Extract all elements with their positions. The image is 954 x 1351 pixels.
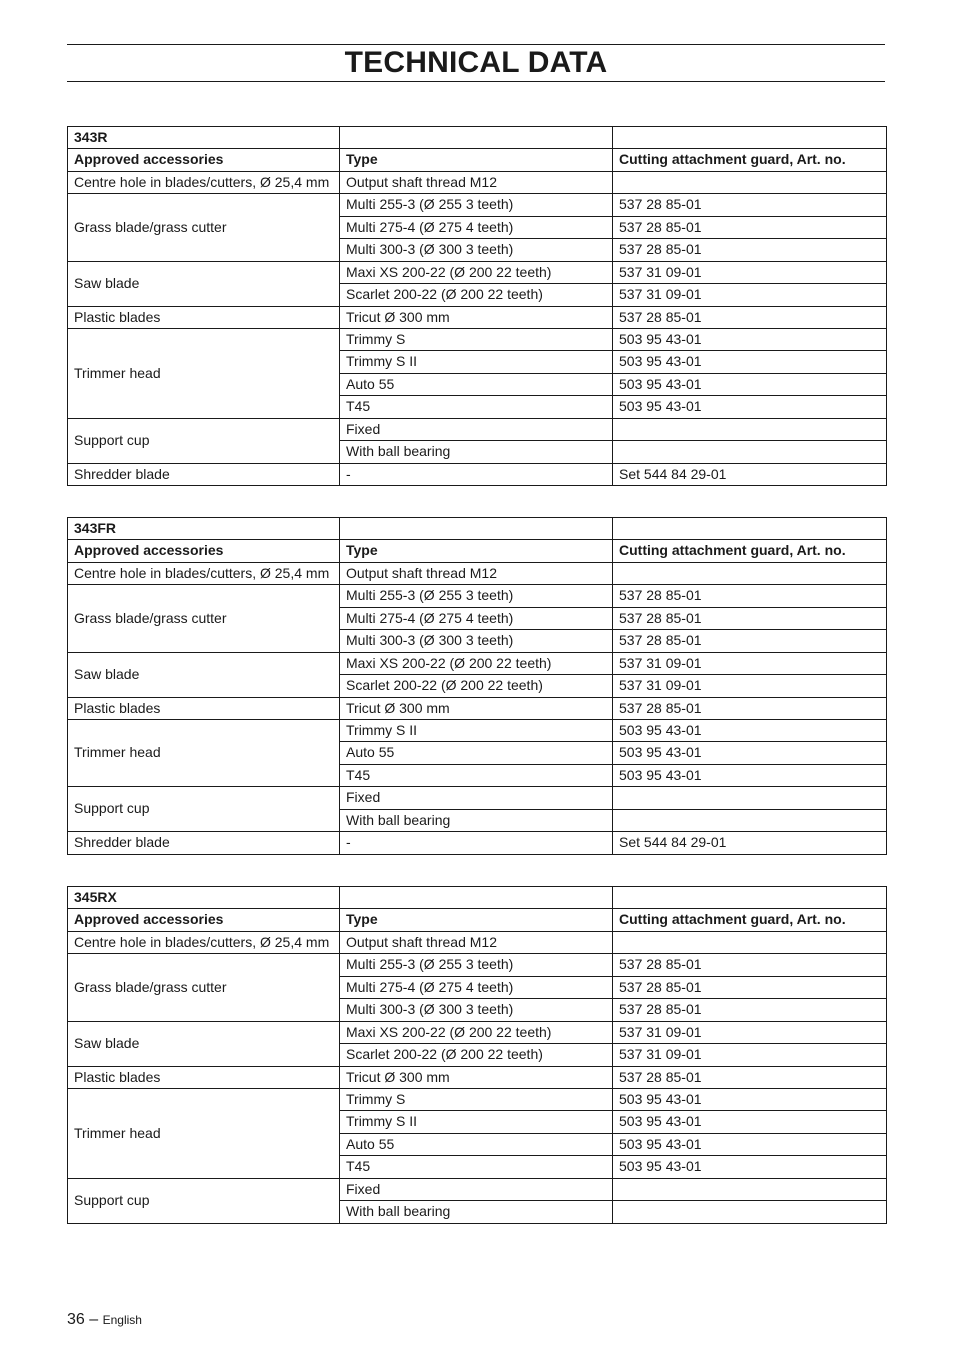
guard-cell (613, 418, 887, 440)
guard-cell: 503 95 43-01 (613, 719, 887, 741)
type-cell: Multi 300-3 (Ø 300 3 teeth) (340, 999, 613, 1021)
guard-cell: 537 28 85-01 (613, 954, 887, 976)
type-cell: Scarlet 200-22 (Ø 200 22 teeth) (340, 675, 613, 697)
type-cell: - (340, 832, 613, 854)
model-name: 343R (68, 127, 340, 149)
type-cell: Trimmy S II (340, 351, 613, 373)
accessory-cell: Support cup (68, 787, 340, 832)
accessory-cell: Centre hole in blades/cutters, Ø 25,4 mm (68, 562, 340, 584)
header-row (68, 149, 887, 171)
type-cell: Multi 255-3 (Ø 255 3 teeth) (340, 585, 613, 607)
type-cell: Multi 255-3 (Ø 255 3 teeth) (340, 954, 613, 976)
guard-cell: 537 31 09-01 (613, 1044, 887, 1066)
accessory-cell: Support cup (68, 418, 340, 463)
type-cell: - (340, 463, 613, 485)
table-row (68, 787, 887, 809)
header-row (68, 540, 887, 562)
table-row (68, 562, 887, 584)
accessory-cell: Centre hole in blades/cutters, Ø 25,4 mm (68, 931, 340, 953)
guard-cell: 503 95 43-01 (613, 1088, 887, 1110)
header-row (68, 909, 887, 931)
guard-cell: 503 95 43-01 (613, 764, 887, 786)
guard-cell: 503 95 43-01 (613, 1111, 887, 1133)
guard-cell: 537 28 85-01 (613, 1066, 887, 1088)
accessory-cell: Grass blade/grass cutter (68, 585, 340, 652)
accessory-cell: Grass blade/grass cutter (68, 954, 340, 1021)
type-cell: Trimmy S (340, 328, 613, 350)
type-cell: Fixed (340, 1178, 613, 1200)
type-cell: Multi 275-4 (Ø 275 4 teeth) (340, 976, 613, 998)
model-name: 345RX (68, 887, 340, 909)
type-cell: Multi 255-3 (Ø 255 3 teeth) (340, 194, 613, 216)
type-cell: With ball bearing (340, 809, 613, 831)
model-name: 343FR (68, 518, 340, 540)
accessory-cell: Shredder blade (68, 463, 340, 485)
page-footer (67, 1311, 142, 1329)
model-row (68, 127, 887, 149)
guard-cell: 537 28 85-01 (613, 216, 887, 238)
type-cell: T45 (340, 1156, 613, 1178)
col-header-guard: Cutting attachment guard, Art. no. (613, 540, 887, 562)
table-row (68, 328, 887, 350)
accessory-cell: Plastic blades (68, 697, 340, 719)
type-cell: Auto 55 (340, 1133, 613, 1155)
table-row (68, 418, 887, 440)
guard-cell: 537 28 85-01 (613, 585, 887, 607)
type-cell: Fixed (340, 787, 613, 809)
guard-cell (613, 1201, 887, 1223)
accessory-cell: Saw blade (68, 261, 340, 306)
page-number: 36 (67, 1311, 85, 1328)
col-header-type: Type (340, 909, 613, 931)
guard-cell: 537 28 85-01 (613, 976, 887, 998)
model-row (68, 518, 887, 540)
type-cell: Maxi XS 200-22 (Ø 200 22 teeth) (340, 1021, 613, 1043)
guard-cell: 503 95 43-01 (613, 1156, 887, 1178)
accessory-cell: Saw blade (68, 652, 340, 697)
guard-cell: 537 28 85-01 (613, 697, 887, 719)
type-cell: With ball bearing (340, 441, 613, 463)
type-cell: Multi 300-3 (Ø 300 3 teeth) (340, 630, 613, 652)
guard-cell: 537 31 09-01 (613, 1021, 887, 1043)
spec-table-343r (67, 126, 887, 486)
type-cell: Multi 275-4 (Ø 275 4 teeth) (340, 607, 613, 629)
guard-cell: 537 31 09-01 (613, 284, 887, 306)
accessory-cell: Trimmer head (68, 328, 340, 418)
table-row (68, 832, 887, 854)
guard-cell: 537 28 85-01 (613, 630, 887, 652)
guard-cell: 537 31 09-01 (613, 261, 887, 283)
guard-cell: 503 95 43-01 (613, 328, 887, 350)
type-cell: Maxi XS 200-22 (Ø 200 22 teeth) (340, 261, 613, 283)
guard-cell (613, 562, 887, 584)
accessory-cell: Plastic blades (68, 1066, 340, 1088)
guard-cell: 537 28 85-01 (613, 194, 887, 216)
type-cell: Tricut Ø 300 mm (340, 306, 613, 328)
col-header-guard: Cutting attachment guard, Art. no. (613, 909, 887, 931)
accessory-cell: Trimmer head (68, 1088, 340, 1178)
col-header-type: Type (340, 149, 613, 171)
type-cell: Trimmy S II (340, 719, 613, 741)
guard-cell: 503 95 43-01 (613, 742, 887, 764)
guard-cell (613, 787, 887, 809)
type-cell: Fixed (340, 418, 613, 440)
guard-cell (613, 931, 887, 953)
guard-cell: Set 544 84 29-01 (613, 463, 887, 485)
accessory-cell: Saw blade (68, 1021, 340, 1066)
model-row (68, 887, 887, 909)
table-row (68, 697, 887, 719)
table-row (68, 306, 887, 328)
spec-table-343fr (67, 517, 887, 855)
type-cell: With ball bearing (340, 1201, 613, 1223)
type-cell: Output shaft thread M12 (340, 931, 613, 953)
table-row (68, 194, 887, 216)
table-row (68, 954, 887, 976)
accessory-cell: Trimmer head (68, 719, 340, 786)
table-row (68, 585, 887, 607)
type-cell: Multi 300-3 (Ø 300 3 teeth) (340, 239, 613, 261)
type-cell: Trimmy S II (340, 1111, 613, 1133)
spec-table-345rx (67, 886, 887, 1224)
type-cell: Multi 275-4 (Ø 275 4 teeth) (340, 216, 613, 238)
type-cell: T45 (340, 764, 613, 786)
page-header (67, 44, 885, 82)
guard-cell (613, 441, 887, 463)
col-header-accessories: Approved accessories (68, 909, 340, 931)
type-cell: Output shaft thread M12 (340, 171, 613, 193)
guard-cell: 537 28 85-01 (613, 239, 887, 261)
table-row (68, 931, 887, 953)
footer-language: English (102, 1313, 142, 1327)
guard-cell: Set 544 84 29-01 (613, 832, 887, 854)
type-cell: Auto 55 (340, 742, 613, 764)
table-row (68, 1088, 887, 1110)
guard-cell (613, 171, 887, 193)
table-row (68, 171, 887, 193)
accessory-cell: Grass blade/grass cutter (68, 194, 340, 261)
guard-cell (613, 809, 887, 831)
guard-cell: 537 28 85-01 (613, 999, 887, 1021)
table-row (68, 652, 887, 674)
type-cell: Scarlet 200-22 (Ø 200 22 teeth) (340, 1044, 613, 1066)
col-header-accessories: Approved accessories (68, 149, 340, 171)
col-header-type: Type (340, 540, 613, 562)
table-row (68, 463, 887, 485)
type-cell: Tricut Ø 300 mm (340, 1066, 613, 1088)
footer-separator: – (89, 1311, 99, 1328)
guard-cell: 537 28 85-01 (613, 306, 887, 328)
table-row (68, 261, 887, 283)
type-cell: Output shaft thread M12 (340, 562, 613, 584)
guard-cell (613, 1178, 887, 1200)
type-cell: Trimmy S (340, 1088, 613, 1110)
type-cell: Tricut Ø 300 mm (340, 697, 613, 719)
accessory-cell: Support cup (68, 1178, 340, 1223)
accessory-cell: Centre hole in blades/cutters, Ø 25,4 mm (68, 171, 340, 193)
type-cell: Maxi XS 200-22 (Ø 200 22 teeth) (340, 652, 613, 674)
accessory-cell: Plastic blades (68, 306, 340, 328)
guard-cell: 503 95 43-01 (613, 1133, 887, 1155)
table-row (68, 719, 887, 741)
table-row (68, 1021, 887, 1043)
guard-cell: 537 31 09-01 (613, 652, 887, 674)
guard-cell: 537 31 09-01 (613, 675, 887, 697)
type-cell: Scarlet 200-22 (Ø 200 22 teeth) (340, 284, 613, 306)
guard-cell: 503 95 43-01 (613, 396, 887, 418)
table-row (68, 1178, 887, 1200)
accessory-cell: Shredder blade (68, 832, 340, 854)
guard-cell: 503 95 43-01 (613, 351, 887, 373)
guard-cell: 537 28 85-01 (613, 607, 887, 629)
col-header-accessories: Approved accessories (68, 540, 340, 562)
page-title: TECHNICAL DATA (344, 46, 608, 79)
type-cell: Auto 55 (340, 373, 613, 395)
type-cell: T45 (340, 396, 613, 418)
guard-cell: 503 95 43-01 (613, 373, 887, 395)
table-row (68, 1066, 887, 1088)
col-header-guard: Cutting attachment guard, Art. no. (613, 149, 887, 171)
